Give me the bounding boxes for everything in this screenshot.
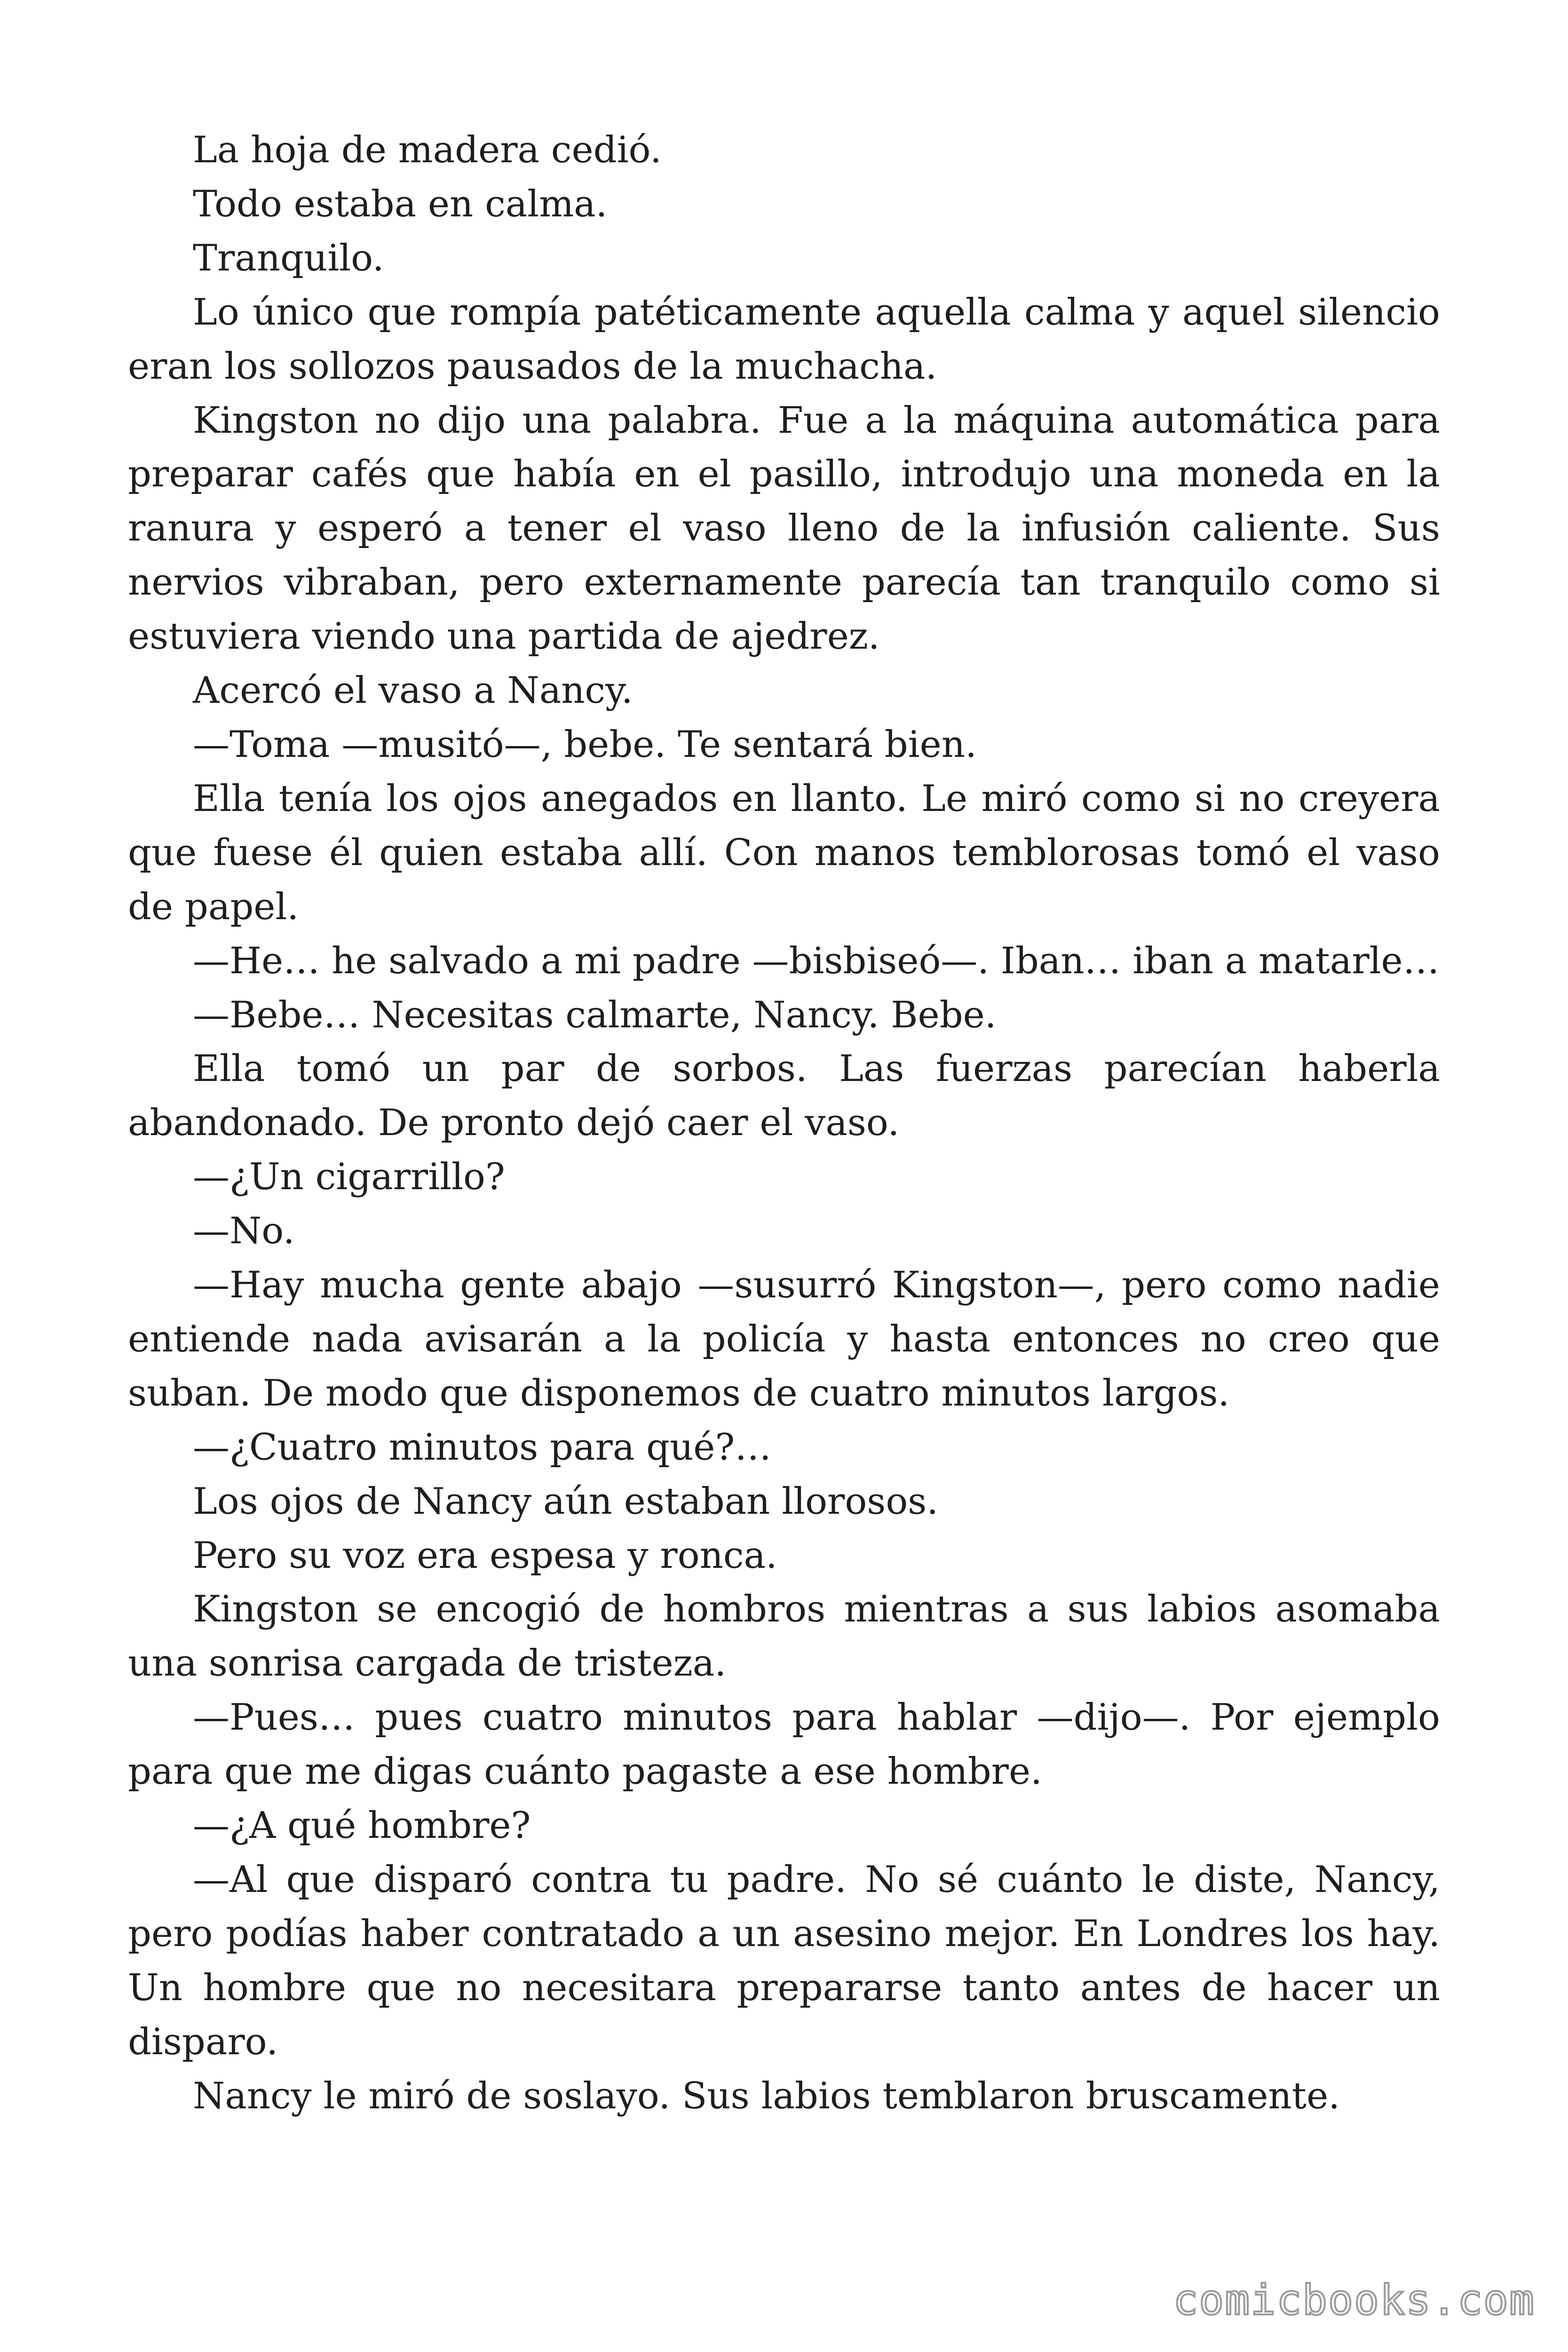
- paragraph: Nancy le miró de soslayo. Sus labios temblaron bruscamente.: [193, 2074, 1340, 2117]
- paragraph: Los ojos de Nancy aún estaban llorosos.: [193, 1480, 939, 1523]
- paragraph: Pero su voz era espesa y ronca.: [193, 1534, 777, 1577]
- paragraph: —Pues… pues cuatro minutos para hablar —dijo—. Por ejemplo para que me digas cuánto pagaste a ese hombre.: [128, 1696, 1440, 1793]
- paragraph: —Hay mucha gente abajo —susurró Kingston—, pero como nadie entiende nada avisarán a la policía y hasta entonces no creo que suban. De modo que disponemos de cuatro minutos largos.: [128, 1264, 1440, 1414]
- paragraph: Kingston se encogió de hombros mientras a sus labios asomaba una sonrisa cargada de tristeza.: [128, 1588, 1440, 1685]
- body-text: [128, 123, 1440, 2123]
- paragraph: —He… he salvado a mi padre —bisbiseó—. Iban… iban a matarle…: [193, 939, 1440, 982]
- paragraph: —¿Cuatro minutos para qué?…: [193, 1426, 772, 1469]
- paragraph: —Al que disparó contra tu padre. No sé cuánto le diste, Nancy, pero podías haber contratado a un asesino mejor. En Londres los hay. Un hombre que no necesitara prepararse tanto antes de hacer un disparo.: [128, 1859, 1440, 2063]
- paragraph: Todo estaba en calma.: [193, 183, 608, 225]
- paragraph: Ella tomó un par de sorbos. Las fuerzas parecían haberla abandonado. De pronto dejó caer el vaso.: [128, 1048, 1440, 1144]
- paragraph: Acercó el vaso a Nancy.: [193, 669, 633, 712]
- paragraph: Ella tenía los ojos anegados en llanto. Le miró como si no creyera que fuese él quien estaba allí. Con manos temblorosas tomó el vaso de papel.: [128, 777, 1440, 928]
- paragraph: La hoja de madera cedió.: [193, 129, 662, 171]
- watermark: comicbooks.com: [1173, 2276, 1535, 2324]
- paragraph: —No.: [193, 1210, 295, 1253]
- paragraph: Kingston no dijo una palabra. Fue a la máquina automática para preparar cafés que había en el pasillo, introdujo una moneda en la ranura y esperó a tener el vaso lleno de la infusión caliente. Sus nervios vibraban, pero externamente parecía tan tranquilo como si estuviera viendo una partida de ajedrez.: [128, 399, 1440, 658]
- paragraph: —Toma —musitó—, bebe. Te sentará bien.: [193, 723, 977, 766]
- paragraph: —¿A qué hombre?: [193, 1804, 531, 1847]
- paragraph: Tranquilo.: [193, 237, 384, 279]
- paragraph: —¿Un cigarrillo?: [193, 1156, 505, 1199]
- paragraph: —Bebe… Necesitas calmarte, Nancy. Bebe.: [193, 993, 997, 1036]
- paragraph: Lo único que rompía patéticamente aquella calma y aquel silencio eran los sollozos pausados de la muchacha.: [128, 291, 1440, 388]
